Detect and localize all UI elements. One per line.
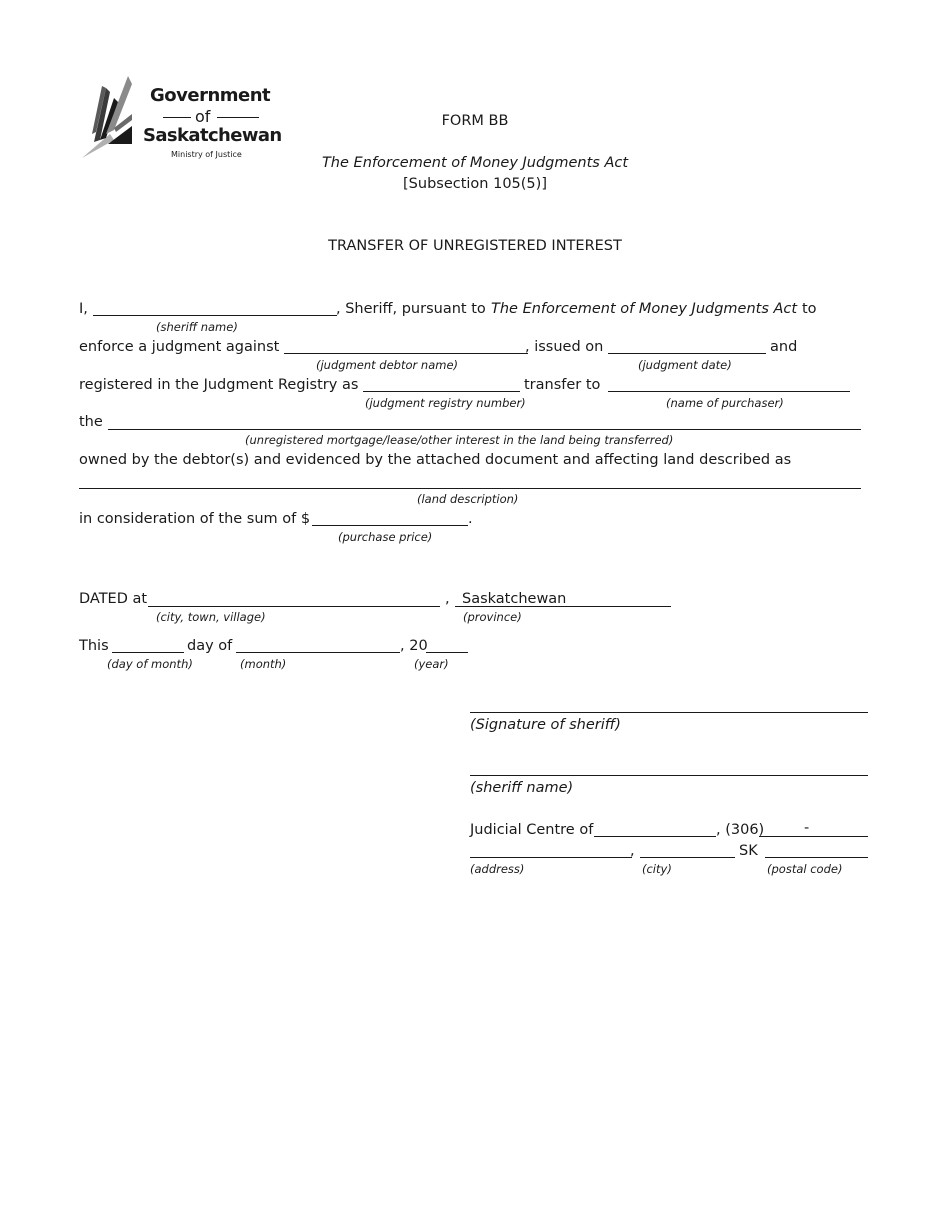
line3-mid: transfer to bbox=[524, 377, 601, 393]
dated-city-field[interactable] bbox=[148, 606, 440, 607]
label-month: (month) bbox=[240, 657, 287, 671]
judicial-centre-field[interactable] bbox=[594, 836, 716, 837]
act-name: The Enforcement of Money Judgments Act bbox=[321, 155, 629, 171]
line2-end: and bbox=[770, 339, 798, 355]
label-purchaser: (name of purchaser) bbox=[666, 396, 784, 410]
signature-line[interactable] bbox=[470, 712, 868, 713]
dated-at: DATED at bbox=[79, 591, 148, 607]
city-field[interactable] bbox=[640, 857, 735, 858]
logo-line-saskatchewan: Saskatchewan bbox=[143, 125, 282, 146]
document-title: TRANSFER OF UNREGISTERED INTEREST bbox=[328, 238, 622, 254]
judgment-debtor-field[interactable] bbox=[284, 353, 528, 354]
label-land: (land description) bbox=[417, 492, 519, 506]
label-debtor: (judgment debtor name) bbox=[316, 358, 459, 372]
province-value: Saskatchewan bbox=[462, 591, 567, 607]
line7-end: . bbox=[468, 511, 473, 527]
line2-mid: , issued on bbox=[525, 339, 604, 355]
label-judgment-date: (judgment date) bbox=[638, 358, 732, 372]
land-description-field[interactable] bbox=[79, 488, 861, 489]
line1-end: to bbox=[802, 301, 817, 317]
purchaser-name-field[interactable] bbox=[608, 391, 850, 392]
judgment-date-field[interactable] bbox=[608, 353, 766, 354]
line7-start: in consideration of the sum of $ bbox=[79, 511, 311, 527]
line1-mid: , Sheriff, pursuant to bbox=[336, 301, 486, 317]
label-address: (address) bbox=[470, 862, 525, 876]
purchase-price-field[interactable] bbox=[312, 525, 468, 526]
line4-start: the bbox=[79, 414, 103, 430]
day-field[interactable] bbox=[112, 652, 184, 653]
year-field[interactable] bbox=[426, 652, 468, 653]
sk-text: SK bbox=[739, 843, 758, 859]
phone-prefix: , (306) bbox=[716, 822, 765, 838]
label-province: (province) bbox=[463, 610, 522, 624]
dated-comma: , bbox=[445, 591, 450, 607]
line2-start: enforce a judgment against bbox=[79, 339, 280, 355]
line1-act: The Enforcement of Money Judgments Act bbox=[491, 301, 798, 317]
registry-number-field[interactable] bbox=[363, 391, 520, 392]
label-sheriff-name: (sheriff name) bbox=[156, 320, 238, 334]
label-registry: (judgment registry number) bbox=[365, 396, 526, 410]
line5: owned by the debtor(s) and evidenced by the attached document and affecting land described as bbox=[79, 452, 792, 468]
signature-label: (Signature of sheriff) bbox=[470, 717, 621, 733]
form-title: FORM BB bbox=[441, 113, 509, 129]
label-postal-code: (postal code) bbox=[767, 862, 843, 876]
line1-start: I, bbox=[79, 301, 88, 317]
this-text: This bbox=[79, 638, 109, 654]
line3-start: registered in the Judgment Registry as bbox=[79, 377, 359, 393]
logo-line-ministry: Ministry of Justice bbox=[171, 150, 242, 159]
month-field[interactable] bbox=[236, 652, 400, 653]
sheriff-name-field[interactable] bbox=[93, 315, 337, 316]
label-dated-city: (city, town, village) bbox=[156, 610, 266, 624]
interest-field[interactable] bbox=[108, 429, 861, 430]
label-price: (purchase price) bbox=[338, 530, 433, 544]
label-year: (year) bbox=[414, 657, 449, 671]
address-field[interactable] bbox=[470, 857, 632, 858]
address-comma: , bbox=[630, 843, 635, 859]
sheriff-name-signature-line[interactable] bbox=[470, 775, 868, 776]
label-city: (city) bbox=[642, 862, 672, 876]
judicial-centre-text: Judicial Centre of bbox=[470, 822, 594, 838]
postal-code-field[interactable] bbox=[765, 857, 868, 858]
year-prefix: , 20 bbox=[400, 638, 428, 654]
phone-field[interactable] bbox=[759, 836, 868, 837]
day-of-text: day of bbox=[187, 638, 233, 654]
phone-dash: - bbox=[804, 820, 810, 836]
subsection: [Subsection 105(5)] bbox=[403, 176, 547, 192]
logo-line-government: Government bbox=[150, 85, 271, 106]
label-interest: (unregistered mortgage/lease/other interest in the land being transferred) bbox=[245, 433, 674, 447]
label-day: (day of month) bbox=[107, 657, 193, 671]
sheriff-name-label: (sheriff name) bbox=[470, 780, 574, 796]
logo-line-of: of bbox=[195, 107, 211, 126]
